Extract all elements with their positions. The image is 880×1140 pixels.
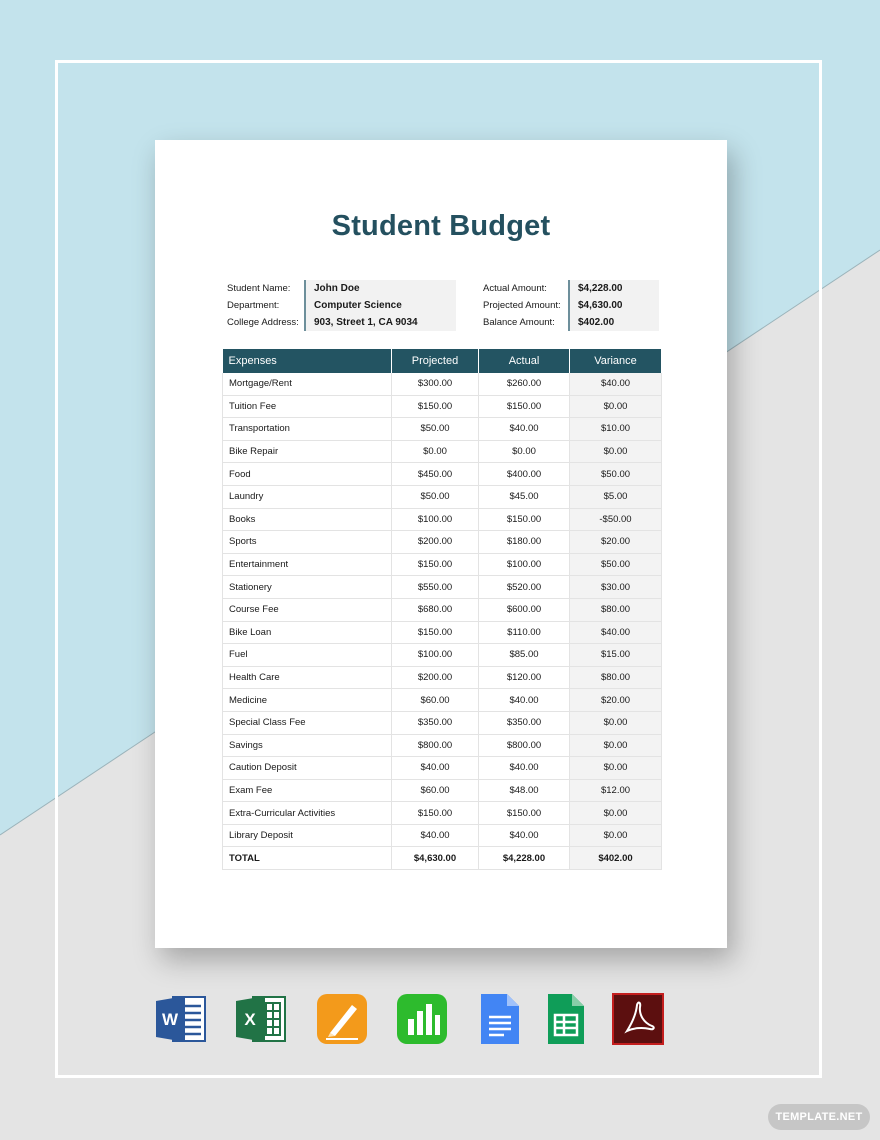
expenses-table	[222, 349, 662, 870]
actual-cell: $85.00	[479, 644, 570, 667]
actual-cell: $150.00	[479, 395, 570, 418]
actual-cell: $180.00	[479, 531, 570, 554]
actual-cell: $350.00	[479, 711, 570, 734]
total-row	[223, 847, 662, 870]
projected-cell: $150.00	[392, 621, 479, 644]
projected-cell: $50.00	[392, 418, 479, 441]
variance-cell: -$50.00	[570, 508, 662, 531]
header-expenses: Expenses	[223, 349, 392, 373]
projected-cell: $100.00	[392, 644, 479, 667]
projected-cell: $150.00	[392, 395, 479, 418]
svg-text:W: W	[161, 1010, 179, 1029]
numbers-icon[interactable]	[396, 993, 448, 1045]
actual-cell: $45.00	[479, 485, 570, 508]
expense-name-cell: Mortgage/Rent	[223, 373, 392, 395]
actual-cell: $400.00	[479, 463, 570, 486]
expense-name-cell: Library Deposit	[223, 824, 392, 847]
expense-name-cell: Food	[223, 463, 392, 486]
table-row	[223, 644, 662, 667]
actual-amount-value: $4,228.00	[578, 283, 623, 294]
variance-cell: $0.00	[570, 440, 662, 463]
actual-cell: $100.00	[479, 553, 570, 576]
expense-name-cell: Books	[223, 508, 392, 531]
projected-cell: $150.00	[392, 553, 479, 576]
template-net-watermark: TEMPLATE.NET	[768, 1104, 870, 1130]
word-icon[interactable]	[155, 993, 207, 1045]
document-page	[155, 140, 727, 948]
variance-cell: $0.00	[570, 711, 662, 734]
variance-cell: $10.00	[570, 418, 662, 441]
table-row	[223, 418, 662, 441]
pages-icon[interactable]	[316, 993, 368, 1045]
college-address-label: College Address:	[227, 317, 299, 328]
expense-name-cell: Stationery	[223, 576, 392, 599]
expense-name-cell: Exam Fee	[223, 779, 392, 802]
expense-name-cell: Tuition Fee	[223, 395, 392, 418]
google-sheets-icon[interactable]	[544, 993, 596, 1045]
projected-cell: $150.00	[392, 802, 479, 825]
variance-cell: $0.00	[570, 824, 662, 847]
table-header-row	[223, 349, 662, 373]
total-variance: $402.00	[570, 847, 662, 870]
table-row	[223, 824, 662, 847]
variance-cell: $80.00	[570, 666, 662, 689]
pdf-icon[interactable]	[612, 993, 664, 1045]
variance-cell: $80.00	[570, 598, 662, 621]
table-row	[223, 711, 662, 734]
projected-cell: $800.00	[392, 734, 479, 757]
table-row	[223, 553, 662, 576]
excel-icon[interactable]	[235, 993, 287, 1045]
projected-cell: $350.00	[392, 711, 479, 734]
expense-name-cell: Bike Loan	[223, 621, 392, 644]
projected-cell: $680.00	[392, 598, 479, 621]
actual-amount-label: Actual Amount:	[483, 283, 547, 294]
actual-cell: $520.00	[479, 576, 570, 599]
actual-cell: $0.00	[479, 440, 570, 463]
expense-name-cell: Sports	[223, 531, 392, 554]
department-value: Computer Science	[314, 300, 402, 311]
expense-name-cell: Special Class Fee	[223, 711, 392, 734]
table-row	[223, 395, 662, 418]
total-actual: $4,228.00	[479, 847, 570, 870]
expense-name-cell: Savings	[223, 734, 392, 757]
projected-cell: $60.00	[392, 779, 479, 802]
table-row	[223, 689, 662, 712]
balance-amount-label: Balance Amount:	[483, 317, 555, 328]
header-actual: Actual	[479, 349, 570, 373]
actual-cell: $40.00	[479, 418, 570, 441]
variance-cell: $15.00	[570, 644, 662, 667]
header-projected: Projected	[392, 349, 479, 373]
format-icons	[0, 993, 880, 1045]
projected-cell: $200.00	[392, 531, 479, 554]
table-row	[223, 802, 662, 825]
table-row	[223, 666, 662, 689]
projected-cell: $60.00	[392, 689, 479, 712]
projected-cell: $50.00	[392, 485, 479, 508]
actual-cell: $150.00	[479, 802, 570, 825]
page-title: Student Budget	[331, 210, 551, 242]
expense-name-cell: Entertainment	[223, 553, 392, 576]
table-row	[223, 531, 662, 554]
expense-name-cell: Course Fee	[223, 598, 392, 621]
student-info	[222, 280, 456, 331]
table-row	[223, 485, 662, 508]
actual-cell: $48.00	[479, 779, 570, 802]
projected-amount-label: Projected Amount:	[483, 300, 561, 311]
expense-name-cell: Fuel	[223, 644, 392, 667]
svg-text:X: X	[244, 1010, 256, 1029]
variance-cell: $0.00	[570, 395, 662, 418]
google-docs-icon[interactable]	[474, 993, 526, 1045]
actual-cell: $40.00	[479, 824, 570, 847]
table-row	[223, 734, 662, 757]
actual-cell: $40.00	[479, 689, 570, 712]
table-row	[223, 440, 662, 463]
variance-cell: $50.00	[570, 553, 662, 576]
projected-cell: $300.00	[392, 373, 479, 395]
expense-name-cell: Extra-Curricular Activities	[223, 802, 392, 825]
projected-cell: $200.00	[392, 666, 479, 689]
projected-cell: $0.00	[392, 440, 479, 463]
expense-name-cell: Caution Deposit	[223, 757, 392, 780]
actual-cell: $150.00	[479, 508, 570, 531]
variance-cell: $20.00	[570, 689, 662, 712]
actual-cell: $110.00	[479, 621, 570, 644]
student-name-value: John Doe	[314, 283, 360, 294]
expense-name-cell: Bike Repair	[223, 440, 392, 463]
department-label: Department:	[227, 300, 280, 311]
table-row	[223, 576, 662, 599]
expense-name-cell: Medicine	[223, 689, 392, 712]
projected-cell: $40.00	[392, 757, 479, 780]
actual-cell: $260.00	[479, 373, 570, 395]
header-variance: Variance	[570, 349, 662, 373]
table-row	[223, 373, 662, 395]
total-projected: $4,630.00	[392, 847, 479, 870]
student-name-label: Student Name:	[227, 283, 291, 294]
table-row	[223, 779, 662, 802]
table-row	[223, 757, 662, 780]
actual-cell: $120.00	[479, 666, 570, 689]
variance-cell: $0.00	[570, 757, 662, 780]
amount-summary	[478, 280, 659, 331]
expense-name-cell: Transportation	[223, 418, 392, 441]
variance-cell: $20.00	[570, 531, 662, 554]
actual-cell: $40.00	[479, 757, 570, 780]
actual-cell: $600.00	[479, 598, 570, 621]
total-label: TOTAL	[223, 847, 392, 870]
variance-cell: $40.00	[570, 621, 662, 644]
variance-cell: $5.00	[570, 485, 662, 508]
projected-cell: $550.00	[392, 576, 479, 599]
table-row	[223, 463, 662, 486]
variance-cell: $0.00	[570, 802, 662, 825]
table-row	[223, 621, 662, 644]
actual-cell: $800.00	[479, 734, 570, 757]
table-row	[223, 508, 662, 531]
projected-cell: $40.00	[392, 824, 479, 847]
variance-cell: $30.00	[570, 576, 662, 599]
variance-cell: $0.00	[570, 734, 662, 757]
variance-cell: $40.00	[570, 373, 662, 395]
variance-cell: $12.00	[570, 779, 662, 802]
projected-cell: $100.00	[392, 508, 479, 531]
projected-cell: $450.00	[392, 463, 479, 486]
table-row	[223, 598, 662, 621]
expense-name-cell: Health Care	[223, 666, 392, 689]
college-address-value: 903, Street 1, CA 9034	[314, 317, 418, 328]
expense-name-cell: Laundry	[223, 485, 392, 508]
projected-amount-value: $4,630.00	[578, 300, 623, 311]
variance-cell: $50.00	[570, 463, 662, 486]
balance-amount-value: $402.00	[578, 317, 615, 328]
table-body	[223, 373, 662, 870]
